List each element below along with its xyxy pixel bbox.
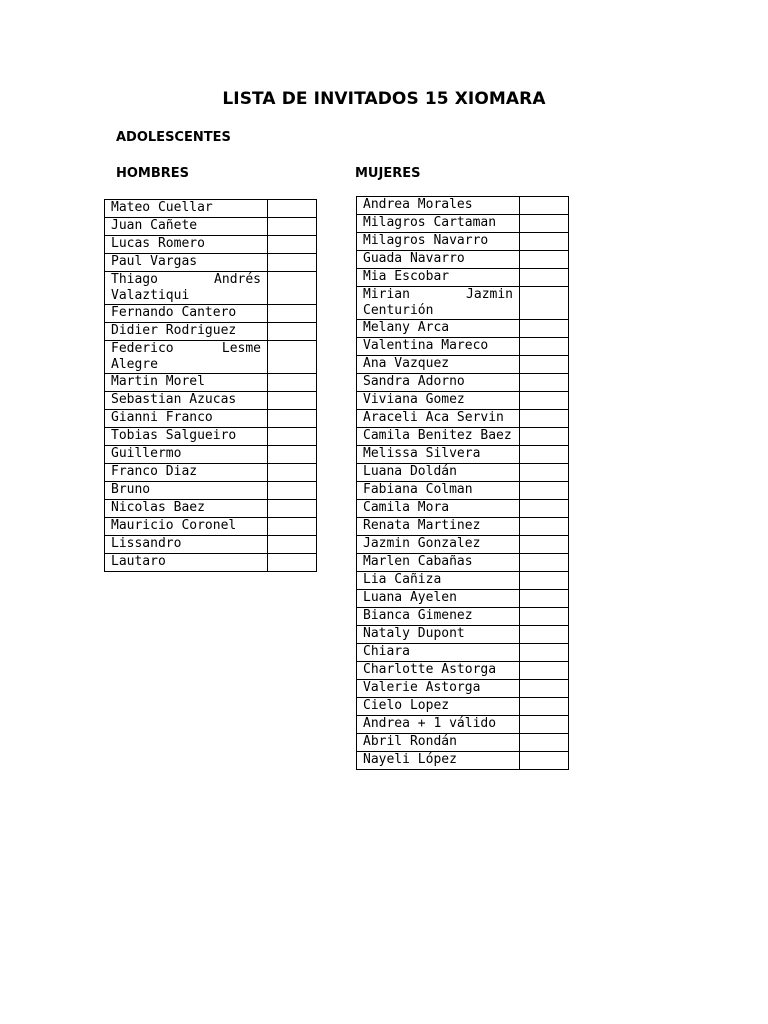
table-row [357, 356, 569, 374]
guest-name-cell: Jazmin Gonzalez [357, 536, 520, 554]
check-cell [520, 752, 569, 770]
table-row [357, 338, 569, 356]
guest-name-cell: Viviana Gomez [357, 392, 520, 410]
table-row [105, 482, 317, 500]
check-cell [520, 320, 569, 338]
table-row [357, 320, 569, 338]
table-row [357, 644, 569, 662]
check-cell [520, 608, 569, 626]
table-row [357, 233, 569, 251]
mujeres-heading: MUJERES [355, 166, 421, 181]
guest-name-cell: Melissa Silvera [357, 446, 520, 464]
table-row [105, 392, 317, 410]
guest-name-cell: Nayeli López [357, 752, 520, 770]
guest-name-cell: Sandra Adorno [357, 374, 520, 392]
table-row [357, 269, 569, 287]
check-cell [520, 518, 569, 536]
guest-name-cell: Mia Escobar [357, 269, 520, 287]
check-cell [268, 254, 317, 272]
table-row [105, 305, 317, 323]
check-cell [520, 215, 569, 233]
table-row [357, 680, 569, 698]
guest-name-cell: Gianni Franco [105, 410, 268, 428]
guest-name-cell: Lia Cañiza [357, 572, 520, 590]
table-row [357, 608, 569, 626]
table-row [357, 410, 569, 428]
guest-name-cell: Paul Vargas [105, 254, 268, 272]
guest-name-cell: Bianca Gimenez [357, 608, 520, 626]
table-row [105, 323, 317, 341]
check-cell [520, 734, 569, 752]
guest-name-cell: Camila Mora [357, 500, 520, 518]
check-cell [268, 554, 317, 572]
table-row [357, 698, 569, 716]
check-cell [268, 374, 317, 392]
guest-name-cell: Fabiana Colman [357, 482, 520, 500]
check-cell [520, 572, 569, 590]
check-cell [268, 323, 317, 341]
guest-name-cell: Andrea Morales [357, 197, 520, 215]
guest-name-cell: Juan Cañete [105, 218, 268, 236]
guest-name-cell: Charlotte Astorga [357, 662, 520, 680]
guest-name-cell: Lissandro [105, 536, 268, 554]
check-cell [520, 482, 569, 500]
check-cell [268, 272, 317, 305]
guest-name-cell: Guillermo [105, 446, 268, 464]
guest-name-cell: Andrea + 1 válido [357, 716, 520, 734]
guest-name-cell: Tobias Salgueiro [105, 428, 268, 446]
check-cell [268, 518, 317, 536]
table-row [105, 236, 317, 254]
guest-name-cell: Cielo Lopez [357, 698, 520, 716]
check-cell [520, 287, 569, 320]
guest-name-cell: Didier Rodriguez [105, 323, 268, 341]
check-cell [268, 305, 317, 323]
check-cell [268, 410, 317, 428]
table-row [357, 752, 569, 770]
table-row [105, 218, 317, 236]
check-cell [520, 410, 569, 428]
check-cell [520, 374, 569, 392]
guest-name-cell: Milagros Navarro [357, 233, 520, 251]
guest-name-cell: Araceli Aca Servin [357, 410, 520, 428]
check-cell [520, 662, 569, 680]
check-cell [520, 251, 569, 269]
table-row [357, 518, 569, 536]
check-cell [520, 554, 569, 572]
table-row [105, 554, 317, 572]
check-cell [520, 698, 569, 716]
hombres-table [104, 199, 317, 572]
check-cell [268, 446, 317, 464]
check-cell [268, 500, 317, 518]
check-cell [520, 464, 569, 482]
check-cell [268, 482, 317, 500]
guest-name-cell: Bruno [105, 482, 268, 500]
page-title: LISTA DE INVITADOS 15 XIOMARA [222, 89, 546, 109]
check-cell [520, 392, 569, 410]
table-row [105, 500, 317, 518]
table-row [357, 626, 569, 644]
table-row [357, 446, 569, 464]
table-row [357, 287, 569, 320]
table-row [357, 482, 569, 500]
guest-name-cell: Federico Lesme Alegre [105, 341, 268, 374]
table-row [105, 446, 317, 464]
guest-name-cell: Guada Navarro [357, 251, 520, 269]
table-row [357, 374, 569, 392]
check-cell [520, 197, 569, 215]
table-row [357, 662, 569, 680]
table-row [105, 254, 317, 272]
guest-name-cell: Camila Benitez Baez [357, 428, 520, 446]
check-cell [268, 200, 317, 218]
check-cell [520, 446, 569, 464]
table-row [357, 590, 569, 608]
guest-name-cell: Ana Vazquez [357, 356, 520, 374]
table-row [357, 215, 569, 233]
table-row [357, 197, 569, 215]
table-row [357, 536, 569, 554]
check-cell [520, 716, 569, 734]
guest-name-cell: Fernando Cantero [105, 305, 268, 323]
guest-name-cell: Lautaro [105, 554, 268, 572]
check-cell [520, 338, 569, 356]
check-cell [268, 218, 317, 236]
check-cell [268, 464, 317, 482]
check-cell [520, 680, 569, 698]
guest-name-cell: Mateo Cuellar [105, 200, 268, 218]
guest-name-cell: Luana Ayelen [357, 590, 520, 608]
check-cell [520, 356, 569, 374]
guest-name-cell: Milagros Cartaman [357, 215, 520, 233]
check-cell [520, 500, 569, 518]
guest-name-cell: Renata Martinez [357, 518, 520, 536]
table-row [357, 428, 569, 446]
section-subtitle: ADOLESCENTES [116, 130, 231, 145]
table-row [357, 572, 569, 590]
check-cell [520, 269, 569, 287]
guest-name-cell: Abril Rondán [357, 734, 520, 752]
check-cell [268, 536, 317, 554]
guest-name-cell: Nataly Dupont [357, 626, 520, 644]
table-row [105, 410, 317, 428]
check-cell [268, 428, 317, 446]
table-row [105, 518, 317, 536]
check-cell [268, 392, 317, 410]
table-row [357, 500, 569, 518]
check-cell [520, 644, 569, 662]
table-row [357, 554, 569, 572]
guest-name-cell: Nicolas Baez [105, 500, 268, 518]
mujeres-table [356, 196, 569, 770]
guest-name-cell: Melany Arca [357, 320, 520, 338]
guest-name-cell: Valerie Astorga [357, 680, 520, 698]
check-cell [268, 341, 317, 374]
guest-name-cell: Chiara [357, 644, 520, 662]
table-row [105, 464, 317, 482]
check-cell [520, 590, 569, 608]
table-row [357, 251, 569, 269]
table-row [105, 374, 317, 392]
guest-name-cell: Luana Doldán [357, 464, 520, 482]
check-cell [520, 428, 569, 446]
table-row [105, 428, 317, 446]
check-cell [520, 536, 569, 554]
guest-name-cell: Lucas Romero [105, 236, 268, 254]
table-row [357, 464, 569, 482]
table-row [105, 200, 317, 218]
check-cell [520, 626, 569, 644]
check-cell [520, 233, 569, 251]
table-row [105, 536, 317, 554]
hombres-heading: HOMBRES [116, 166, 190, 181]
guest-name-cell: Valentina Mareco [357, 338, 520, 356]
guest-name-cell: Marlen Cabañas [357, 554, 520, 572]
table-row [357, 734, 569, 752]
table-row [105, 341, 317, 374]
guest-name-cell: Mirian Jazmin Centurión [357, 287, 520, 320]
table-row [357, 716, 569, 734]
guest-name-cell: Mauricio Coronel [105, 518, 268, 536]
guest-name-cell: Thiago Andrés Valaztiqui [105, 272, 268, 305]
table-row [357, 392, 569, 410]
table-row [105, 272, 317, 305]
guest-name-cell: Franco Diaz [105, 464, 268, 482]
check-cell [268, 236, 317, 254]
guest-name-cell: Martin Morel [105, 374, 268, 392]
guest-name-cell: Sebastian Azucas [105, 392, 268, 410]
